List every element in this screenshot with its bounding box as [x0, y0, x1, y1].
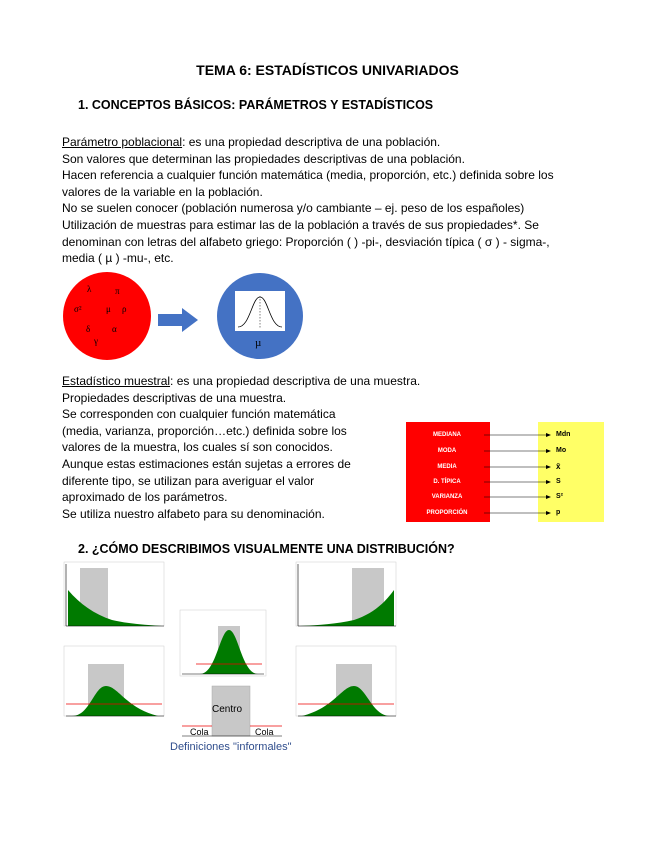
estadistico-paragraph	[62, 373, 420, 522]
table-left-4: VARIANZA	[431, 494, 463, 500]
centro-label: Centro	[212, 704, 243, 715]
stat-term: Estadístico muestral	[62, 374, 171, 388]
arrow-icon	[158, 308, 198, 332]
table-right-4: S²	[556, 493, 563, 500]
symbol-gamma: γ	[94, 336, 98, 346]
symbol-alpha: α	[112, 324, 117, 334]
table-left-3: D. TÍPICA	[433, 479, 461, 485]
population-diagram	[62, 272, 312, 362]
param-line-4: No se suelen conocer (población numerosa y/o cambiante – ej. peso de los españoles)	[62, 201, 525, 216]
table-right-1: Mo	[556, 447, 567, 454]
param-line-3: valores de la variable en la población.	[62, 184, 263, 199]
section-1-heading: 1. CONCEPTOS BÁSICOS: PARÁMETROS Y ESTADÍSTICOS	[78, 98, 434, 112]
table-left-0: MEDIANA	[433, 432, 461, 438]
table-right-0: Mdn	[556, 431, 571, 438]
symbol-delta: δ	[86, 324, 91, 334]
section-2-heading: 2. ¿CÓMO DESCRIBIMOS VISUALMENTE UNA DISTRIBUCIÓN?	[78, 542, 455, 556]
stat-line-3: (media, varianza, proporción…etc.) definida sobre los	[62, 423, 347, 438]
table-left-2: MEDIA	[437, 464, 457, 470]
population-circle	[63, 272, 151, 360]
symbol-lambda: λ	[87, 284, 92, 294]
chart-symmetric	[180, 610, 266, 676]
stat-line-6: diferente tipo, se utilizan para averiguar el valor	[62, 473, 315, 488]
parametro-paragraph	[62, 134, 554, 267]
table-right-3: S	[556, 478, 561, 485]
chart-normal-right	[296, 646, 396, 716]
param-line-1: Son valores que determinan las propiedades descriptivas de una población.	[62, 151, 465, 166]
symbol-mu: μ	[106, 304, 111, 314]
table-right-5: p	[556, 509, 561, 516]
stat-line-2: Se corresponden con cualquier función matemática	[62, 407, 336, 422]
stat-line-0: Estadístico muestral: es una propiedad descriptiva de una muestra.	[62, 374, 421, 388]
stat-line-8: Se utiliza nuestro alfabeto para su denominación.	[62, 506, 325, 521]
symbol-rho: ρ	[122, 304, 127, 314]
cola-left-label: Cola	[190, 727, 209, 737]
param-line-6: denominan con letras del alfabeto griego: Proporción ( ) -pi-, desviación típica ( σ ) - sigma-,	[62, 234, 550, 249]
stat-line-1: Propiedades descriptivas de una muestra.	[62, 390, 287, 405]
chart-right-skew	[64, 562, 164, 626]
table-left-1: MODA	[437, 448, 457, 454]
chart-normal-left	[64, 646, 164, 716]
symbol-pi: π	[115, 286, 120, 296]
param-line-7: media ( µ ) -mu-, etc.	[62, 251, 174, 266]
param-line-2: Hacen referencia a cualquier función matemática (media, proporción, etc.) definida sobre los	[62, 168, 554, 183]
stat-line-7: aproximado de los parámetros.	[62, 490, 228, 505]
mu-label: µ	[255, 337, 262, 349]
param-term: Parámetro poblacional	[62, 135, 183, 149]
param-line-5: Utilización de muestras para estimar las de la población a través de sus propiedades*. Se	[62, 217, 539, 232]
stat-line-5: Aunque estas estimaciones están sujetas a errores de	[62, 456, 351, 471]
chart-left-skew	[296, 562, 396, 626]
symbol-sigma2: σ²	[74, 304, 82, 314]
stat-line-4: valores de la muestra, los cuales sí son conocidos.	[62, 440, 333, 455]
table-right-2: x̄	[556, 462, 561, 471]
table-left-5: PROPORCIÓN	[426, 510, 468, 516]
caption-informal: Definiciones "informales"	[170, 741, 292, 753]
statistic-table	[406, 422, 604, 522]
cola-right-label: Cola	[255, 727, 274, 737]
document-title: TEMA 6: ESTADÍSTICOS UNIVARIADOS	[196, 62, 459, 78]
param-line-0: Parámetro poblacional: es una propiedad descriptiva de una población.	[62, 135, 441, 149]
